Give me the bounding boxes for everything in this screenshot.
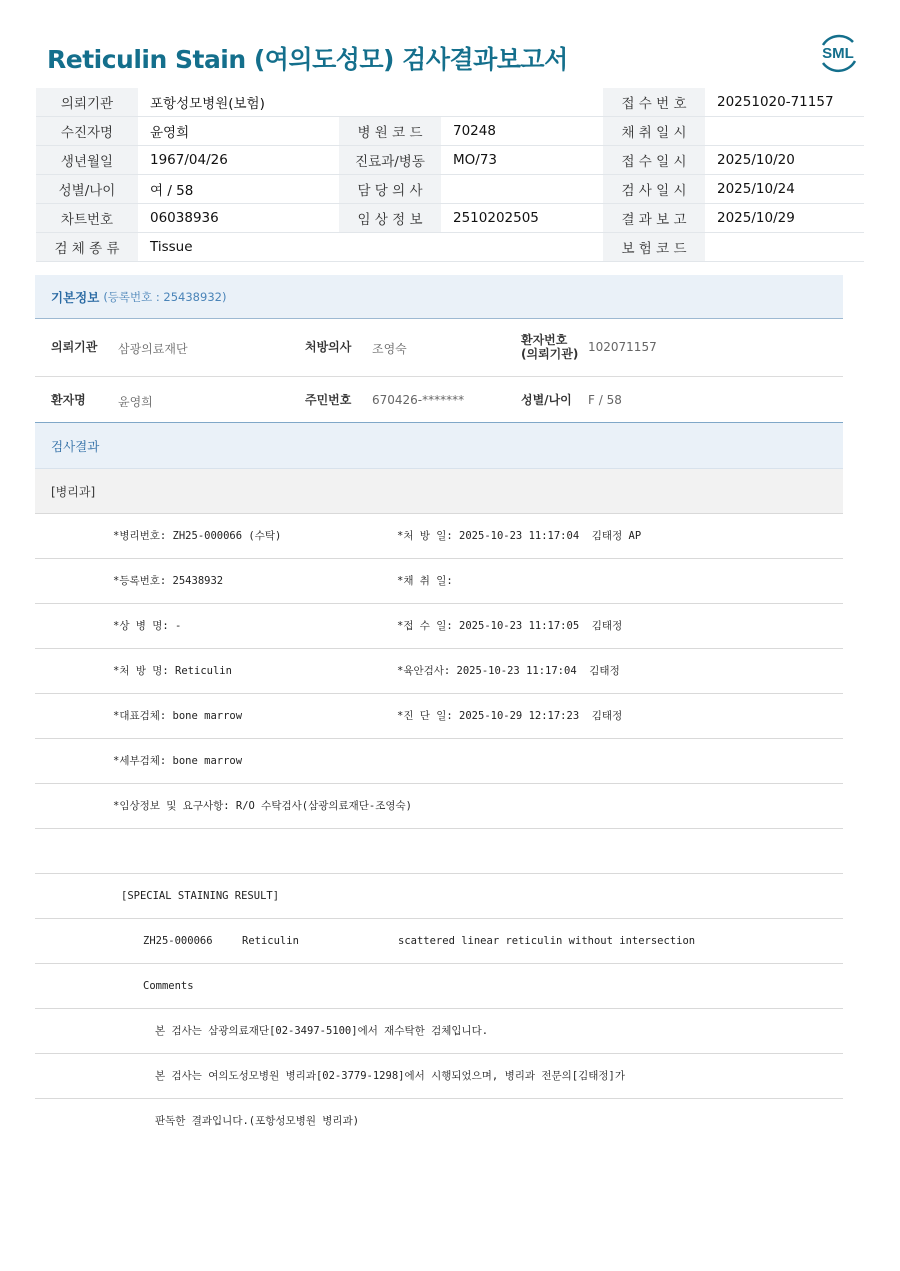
header-value: MO/73	[441, 146, 603, 175]
header-label: 진료과/병동	[339, 146, 441, 175]
basic-info-title: 기본정보	[51, 289, 100, 305]
logo-text: SML	[822, 45, 854, 62]
basic-value: 102071157	[588, 340, 657, 354]
basic-info-header	[35, 275, 843, 319]
header-row	[36, 88, 864, 117]
header-value: 포항성모병원(보험)	[138, 88, 339, 117]
result-line	[35, 829, 843, 874]
header-row	[36, 146, 864, 175]
header-label: 검 사 일 시	[603, 175, 705, 204]
comment-text: 본 검사는 삼광의료재단[02-3497-5100]에서 재수탁한 검체입니다.	[155, 1025, 489, 1037]
basic-label: 주민번호	[305, 393, 352, 407]
result-field-left: *상 병 명: -	[113, 620, 182, 632]
header-value: 06038936	[138, 204, 339, 233]
result-line	[35, 514, 843, 559]
header-row	[36, 204, 864, 233]
result-field-right: *처 방 일: 2025-10-23 11:17:04 김태정 AP	[397, 530, 642, 542]
header-label: 생년월일	[36, 146, 138, 175]
header-label: 결 과 보 고	[603, 204, 705, 233]
basic-info-row	[35, 319, 843, 377]
result-lines	[35, 514, 843, 874]
basic-value: F / 58	[588, 393, 622, 407]
basic-value: 조영숙	[372, 342, 407, 356]
result-field-left: *임상정보 및 요구사항: R/O 수탁검사(삼광의료재단-조영숙)	[113, 800, 413, 812]
header-label: 검 체 종 류	[36, 233, 138, 262]
special-stain-result: scattered linear reticulin without intersection	[398, 935, 696, 947]
header-value: 윤영희	[138, 117, 339, 146]
patient-header-table	[36, 88, 864, 262]
result-line	[35, 604, 843, 649]
department-label: [병리과]	[35, 469, 843, 514]
header-label: 채 취 일 시	[603, 117, 705, 146]
header-value: 20251020-71157	[705, 88, 864, 117]
comments-label: Comments	[143, 980, 194, 992]
comment-row	[35, 1054, 843, 1099]
header-row	[36, 175, 864, 204]
header-value: 2510202505	[441, 204, 603, 233]
comment-row	[35, 1009, 843, 1054]
header-value: 1967/04/26	[138, 146, 339, 175]
header-value: 2025/10/20	[705, 146, 864, 175]
registration-number: (등록번호 : 25438932)	[103, 289, 227, 304]
result-field-right: *접 수 일: 2025-10-23 11:17:05 김태정	[397, 620, 623, 632]
header-value: 2025/10/29	[705, 204, 864, 233]
result-line	[35, 784, 843, 829]
header-label: 담 당 의 사	[339, 175, 441, 204]
result-field-left: *등록번호: 25438932	[113, 575, 224, 587]
basic-value: 삼광의료재단	[118, 342, 188, 356]
header-label: 접 수 일 시	[603, 146, 705, 175]
result-field-right: *진 단 일: 2025-10-29 12:17:23 김태정	[397, 710, 623, 722]
basic-info-section	[35, 275, 843, 1144]
comments-label-row	[35, 964, 843, 1009]
result-header: 검사결과	[35, 423, 843, 469]
header-row	[36, 233, 864, 262]
result-line	[35, 739, 843, 784]
basic-label: 의뢰기관	[51, 340, 98, 354]
header-value	[705, 233, 864, 262]
header-label	[339, 88, 441, 117]
header-label: 의뢰기관	[36, 88, 138, 117]
header-row	[36, 117, 864, 146]
header-label: 차트번호	[36, 204, 138, 233]
header-value: 70248	[441, 117, 603, 146]
result-field-left: *대표검체: bone marrow	[113, 710, 243, 722]
header-value: 2025/10/24	[705, 175, 864, 204]
report-title: Reticulin Stain (여의도성모) 검사결과보고서	[47, 45, 568, 74]
header-label: 임 상 정 보	[339, 204, 441, 233]
header-label: 병 원 코 드	[339, 117, 441, 146]
basic-label: 처방의사	[305, 340, 352, 354]
basic-info-row	[35, 377, 843, 423]
comment-text: 본 검사는 여의도성모병원 병리과[02-3779-1298]에서 시행되었으며, 병리과 전문의[김태정]가	[155, 1070, 625, 1082]
special-staining-title-row	[35, 874, 843, 919]
header-value: 여 / 58	[138, 175, 339, 204]
comment-row	[35, 1099, 843, 1144]
basic-label: 성별/나이	[521, 393, 572, 407]
header-value	[441, 233, 603, 262]
comment-text: 판독한 결과입니다.(포항성모병원 병리과)	[155, 1115, 360, 1127]
header-label: 수진자명	[36, 117, 138, 146]
special-staining-row	[35, 919, 843, 964]
header-value	[441, 175, 603, 204]
header-value	[705, 117, 864, 146]
result-line	[35, 694, 843, 739]
result-field-left: *병리번호: ZH25-000066 (수탁)	[113, 530, 282, 542]
header-value: Tissue	[138, 233, 339, 262]
result-field-right: *채 취 일:	[397, 575, 453, 587]
result-line	[35, 649, 843, 694]
special-staining-title: [SPECIAL STAINING RESULT]	[121, 890, 280, 902]
result-line	[35, 559, 843, 604]
sml-logo-icon	[815, 30, 861, 76]
result-field-left: *세부검체: bone marrow	[113, 755, 243, 767]
header-label: 보 험 코 드	[603, 233, 705, 262]
special-pathology-number: ZH25-000066	[143, 935, 213, 947]
special-stain-name: Reticulin	[242, 935, 299, 947]
basic-label: 환자번호 (의뢰기관)	[521, 333, 579, 361]
header-value	[441, 88, 603, 117]
header-label: 접 수 번 호	[603, 88, 705, 117]
result-field-right: *육안검사: 2025-10-23 11:17:04 김태정	[397, 665, 620, 677]
header-label	[339, 233, 441, 262]
basic-value: 670426-*******	[372, 393, 465, 407]
basic-value: 윤영희	[118, 395, 153, 409]
basic-label: 환자명	[51, 393, 86, 407]
result-field-left: *처 방 명: Reticulin	[113, 665, 232, 677]
header-label: 성별/나이	[36, 175, 138, 204]
